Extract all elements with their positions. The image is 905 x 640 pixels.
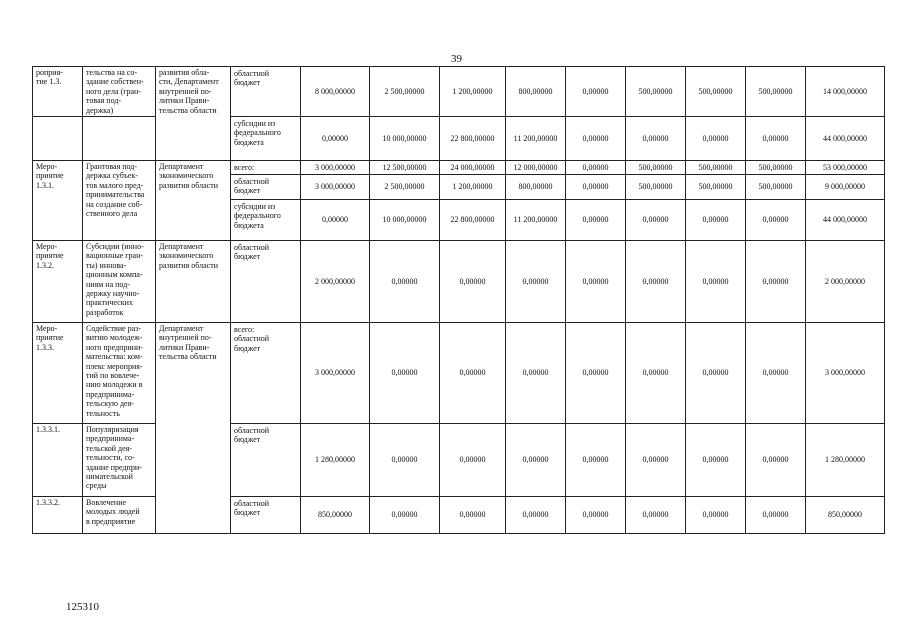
- value-cell: 500,00000: [686, 67, 746, 117]
- value-cell: 0,00000: [686, 200, 746, 241]
- table-row: [33, 241, 885, 323]
- funding-source: всего: областной бюджет: [231, 323, 301, 424]
- value-cell: 3 000,00000: [301, 175, 370, 200]
- total-cell: 9 000,00000: [806, 175, 885, 200]
- value-cell: 0,00000: [566, 424, 626, 497]
- value-cell: 3 000,00000: [301, 323, 370, 424]
- value-cell: 0,00000: [686, 117, 746, 161]
- value-cell: 3 000,00000: [301, 161, 370, 175]
- value-cell: 1 200,00000: [440, 175, 506, 200]
- value-cell: 0,00000: [686, 497, 746, 534]
- value-cell: 24 000,00000: [440, 161, 506, 175]
- value-cell: 0,00000: [626, 323, 686, 424]
- value-cell: 500,00000: [746, 67, 806, 117]
- item-number: роприя- тие 1.3.: [33, 67, 83, 117]
- empty-cell: [33, 117, 83, 161]
- value-cell: 500,00000: [746, 161, 806, 175]
- executor: Департамент экономического развития области: [156, 161, 231, 241]
- value-cell: 0,00000: [626, 241, 686, 323]
- value-cell: 500,00000: [626, 67, 686, 117]
- table-row: [33, 67, 885, 117]
- total-cell: 1 280,00000: [806, 424, 885, 497]
- table-row: [33, 323, 885, 424]
- item-description: Субсидии (инно- вационные гран- ты) иннова- ционным компа- ниям на под- держку научно- практических разработок: [83, 241, 156, 323]
- value-cell: 0,00000: [746, 424, 806, 497]
- budget-table: [32, 66, 885, 534]
- value-cell: 2 000,00000: [301, 241, 370, 323]
- value-cell: 800,00000: [506, 67, 566, 117]
- footer-code: 125310: [66, 601, 99, 613]
- value-cell: 2 500,00000: [370, 67, 440, 117]
- value-cell: 0,00000: [746, 200, 806, 241]
- value-cell: 0,00000: [370, 497, 440, 534]
- item-description: Популяризация предпринима- тельской дея- тельности, со- здание предпри- нимательской среды: [83, 424, 156, 497]
- value-cell: 11 200,00000: [506, 200, 566, 241]
- total-cell: 850,00000: [806, 497, 885, 534]
- empty-cell: [83, 117, 156, 161]
- value-cell: 0,00000: [566, 497, 626, 534]
- value-cell: 22 800,00000: [440, 200, 506, 241]
- executor: Департамент внутренней по- литики Прави- тельства области: [156, 323, 231, 534]
- value-cell: 500,00000: [686, 161, 746, 175]
- funding-source: субсидии из федерального бюджета: [231, 117, 301, 161]
- value-cell: 800,00000: [506, 175, 566, 200]
- value-cell: 0,00000: [440, 323, 506, 424]
- value-cell: 0,00000: [686, 424, 746, 497]
- funding-source: областной бюджет: [231, 424, 301, 497]
- value-cell: 12 000,00000: [506, 161, 566, 175]
- value-cell: 0,00000: [440, 424, 506, 497]
- value-cell: 0,00000: [746, 497, 806, 534]
- item-number: Меро- приятие 1.3.2.: [33, 241, 83, 323]
- table-row: [33, 161, 885, 175]
- value-cell: 0,00000: [506, 497, 566, 534]
- value-cell: 10 000,00000: [370, 200, 440, 241]
- value-cell: 0,00000: [370, 424, 440, 497]
- value-cell: 0,00000: [686, 323, 746, 424]
- value-cell: 500,00000: [626, 161, 686, 175]
- value-cell: 0,00000: [626, 424, 686, 497]
- value-cell: 0,00000: [566, 117, 626, 161]
- funding-source: областной бюджет: [231, 497, 301, 534]
- item-number: 1.3.3.2.: [33, 497, 83, 534]
- item-description: Содействие раз- витию молодеж- ного предприни- мательства: ком- плекс мероприя- тий по вовлече- нию молодежи в предпринима- тельскую дея- тельность: [83, 323, 156, 424]
- funding-source: областной бюджет: [231, 67, 301, 117]
- value-cell: 0,00000: [301, 117, 370, 161]
- page-number: 39: [451, 53, 462, 65]
- executor: Департамент экономического развития области: [156, 241, 231, 323]
- value-cell: 11 200,00000: [506, 117, 566, 161]
- funding-source: областной бюджет: [231, 241, 301, 323]
- value-cell: 850,00000: [301, 497, 370, 534]
- value-cell: 0,00000: [746, 117, 806, 161]
- item-description: тельства на со- здание собствен- ного дела (гран- товая под- держка): [83, 67, 156, 117]
- value-cell: 0,00000: [566, 200, 626, 241]
- total-cell: 2 000,00000: [806, 241, 885, 323]
- item-number: Меро- приятие 1.3.3.: [33, 323, 83, 424]
- value-cell: 0,00000: [566, 161, 626, 175]
- value-cell: 500,00000: [686, 175, 746, 200]
- value-cell: 500,00000: [626, 175, 686, 200]
- value-cell: 10 000,00000: [370, 117, 440, 161]
- value-cell: 0,00000: [506, 323, 566, 424]
- value-cell: 0,00000: [566, 175, 626, 200]
- total-cell: 14 000,00000: [806, 67, 885, 117]
- value-cell: 0,00000: [440, 241, 506, 323]
- value-cell: 0,00000: [506, 424, 566, 497]
- item-description: Вовлечение молодых людей в предприятие: [83, 497, 156, 534]
- value-cell: 2 500,00000: [370, 175, 440, 200]
- value-cell: 0,00000: [686, 241, 746, 323]
- value-cell: 0,00000: [440, 497, 506, 534]
- value-cell: 8 000,00000: [301, 67, 370, 117]
- value-cell: 0,00000: [746, 241, 806, 323]
- item-description: Грантовая под- держка субъек- тов малого пред- принимательства на создание соб- ственного дела: [83, 161, 156, 241]
- funding-source: областной бюджет: [231, 175, 301, 200]
- value-cell: 12 500,00000: [370, 161, 440, 175]
- total-cell: 44 000,00000: [806, 117, 885, 161]
- value-cell: 0,00000: [370, 323, 440, 424]
- value-cell: 1 280,00000: [301, 424, 370, 497]
- value-cell: 0,00000: [566, 67, 626, 117]
- value-cell: 0,00000: [506, 241, 566, 323]
- value-cell: 500,00000: [746, 175, 806, 200]
- value-cell: 0,00000: [626, 117, 686, 161]
- total-cell: 3 000,00000: [806, 323, 885, 424]
- value-cell: 22 800,00000: [440, 117, 506, 161]
- funding-source: субсидии из федерального бюджета: [231, 200, 301, 241]
- value-cell: 0,00000: [566, 241, 626, 323]
- total-cell: 44 000,00000: [806, 200, 885, 241]
- value-cell: 1 200,00000: [440, 67, 506, 117]
- total-cell: 53 000,00000: [806, 161, 885, 175]
- value-cell: 0,00000: [370, 241, 440, 323]
- value-cell: 0,00000: [746, 323, 806, 424]
- value-cell: 0,00000: [566, 323, 626, 424]
- value-cell: 0,00000: [301, 200, 370, 241]
- item-number: Меро- приятие 1.3.1.: [33, 161, 83, 241]
- funding-source: всего:: [231, 161, 301, 175]
- executor: развития обла- сти, Департамент внутренней по- литики Прави- тельства области: [156, 67, 231, 161]
- value-cell: 0,00000: [626, 497, 686, 534]
- item-number: 1.3.3.1.: [33, 424, 83, 497]
- value-cell: 0,00000: [626, 200, 686, 241]
